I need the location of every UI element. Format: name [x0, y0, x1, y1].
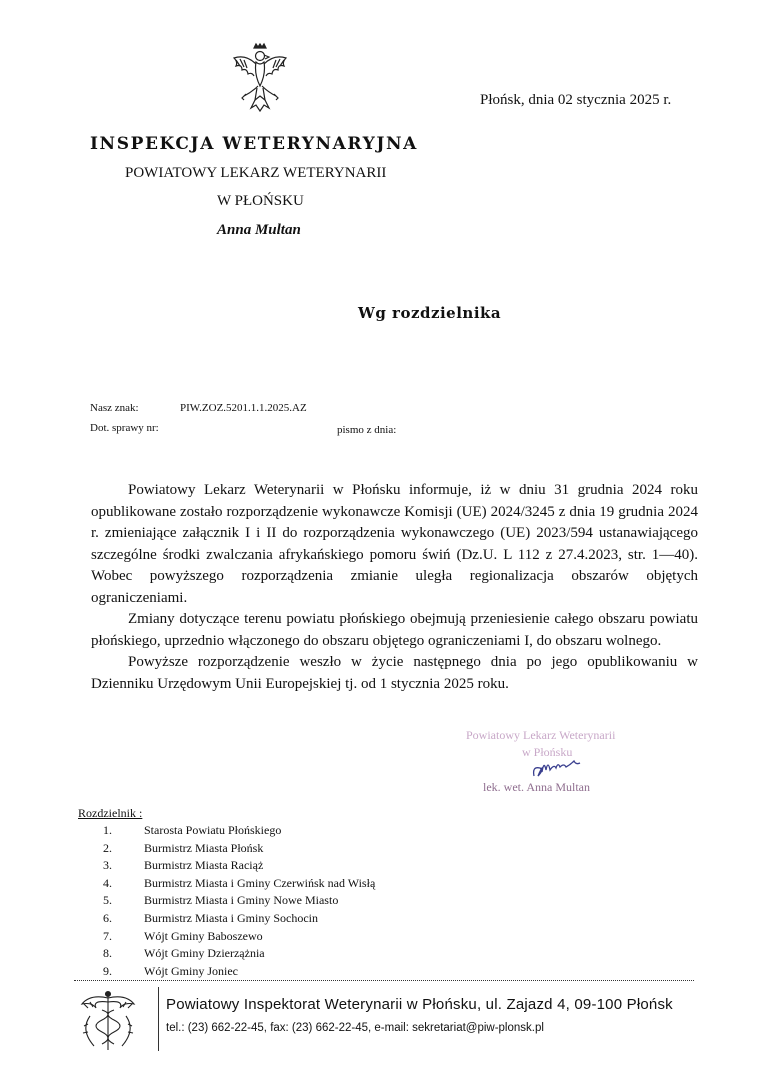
- footer-divider: [74, 980, 694, 981]
- list-item: 2. Burmistrz Miasta Płońsk: [103, 840, 264, 855]
- organization-name: INSPEKCJA WETERYNARYJNA: [90, 134, 418, 154]
- distribution-label: Rozdzielnik :: [78, 806, 143, 820]
- stamp-title: Powiatowy Lekarz Weterynarii: [466, 728, 616, 742]
- list-item: 8. Wójt Gminy Dzierzążnia: [103, 946, 265, 961]
- list-item: 4. Burmistrz Miasta i Gminy Czerwińsk nad Wisłą: [103, 875, 376, 890]
- office-name: POWIATOWY LEKARZ WETERYNARII: [125, 165, 387, 181]
- list-item: 7. Wójt Gminy Baboszewo: [103, 928, 263, 943]
- office-location: W PŁOŃSKU: [217, 193, 304, 209]
- letter-body: [91, 480, 698, 695]
- list-item: 1. Starosta Powiatu Płońskiego: [103, 823, 282, 837]
- list-item: 6. Burmistrz Miasta i Gminy Sochocin: [103, 910, 318, 925]
- caduceus-icon: [76, 988, 140, 1052]
- our-ref-value: PIW.ZOZ.5201.1.1.2025.AZ: [180, 402, 307, 414]
- official-stamp: [466, 728, 656, 798]
- polish-eagle-icon: [228, 42, 292, 116]
- distribution-list: [78, 822, 478, 980]
- our-ref-label: Nasz znak:: [90, 402, 139, 414]
- footer-address: Powiatowy Inspektorat Weterynarii w Płońsku, ul. Zajazd 4, 09-100 Płońsk: [166, 996, 673, 1013]
- footer-separator: [158, 987, 159, 1051]
- recipient: Wg rozdzielnika: [358, 304, 502, 322]
- list-item: 5. Burmistrz Miasta i Gminy Nowe Miasto: [103, 893, 339, 908]
- footer-contact: tel.: (23) 662-22-45, fax: (23) 662-22-45, e-mail: sekretariat@piw-plonsk.pl: [166, 1022, 544, 1034]
- letter-date: Płońsk, dnia 02 stycznia 2025 r.: [480, 92, 672, 108]
- body-paragraph-2: Zmiany dotyczące terenu powiatu płońskiego obejmują przeniesienie całego obszaru powiatu płońskiego, uprzednio włączonego do obszaru objętego ograniczeniami I, do obszaru wolnego.: [91, 611, 698, 649]
- body-paragraph-1: Powiatowy Lekarz Weterynarii w Płońsku informuje, iż w dniu 31 grudnia 2024 roku opublikowane zostało rozporządzenie wykonawcze Komisji (UE) 2024/3245 z dnia 19 grudnia 2024 r. zmieniające załącznik I i II do rozporządzenia wykonawczego (UE) 2023/594 ustanawiającego szczególne środki zwalczania afrykańskiego pomoru świń (Dz.U. L 112 z 27.4.2023, str. 1—40). Wobec powyższego rozporządzenia zmianie uległa regionalizacja obszarów objętych ograniczeniami.: [91, 482, 698, 606]
- body-paragraph-3: Powyższe rozporządzenie weszło w życie następnego dnia po jego opublikowaniu w Dzienniku Urzędowym Unii Europejskiej tj. od 1 stycznia 2025 roku.: [91, 654, 698, 692]
- stamp-location: w Płońsku: [522, 745, 573, 759]
- stamp-signatory: lek. wet. Anna Multan: [483, 780, 590, 794]
- official-name: Anna Multan: [217, 222, 301, 238]
- letter-date-label: pismo z dnia:: [337, 424, 397, 436]
- list-item: 3. Burmistrz Miasta Raciąż: [103, 858, 264, 873]
- list-item: 9. Wójt Gminy Joniec: [103, 963, 238, 978]
- case-number-label: Dot. sprawy nr:: [90, 422, 159, 434]
